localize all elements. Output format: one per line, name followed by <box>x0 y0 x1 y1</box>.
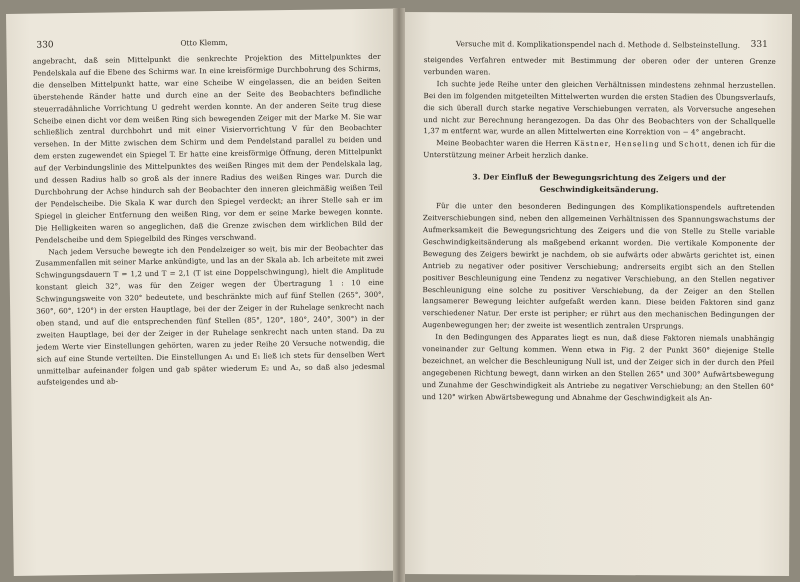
paragraph: In den Bedingungen des Apparates liegt es nun, daß diese Faktoren niemals unabhängig voneinander zur Geltung kommen. Wenn etwa in Fig. 2 der Punkt 360° diejenige Stelle bezeichnet, an welcher die Beschleunigung Null ist, und der Zeiger sich in der durch den Pfeil angegebenen Richtung bewegt, dann wirken an den Stellen 265° und 300° Aufwärtsbewegung und Zunahme der Geschwindigkeit als Antriebe zu negativer Verschiebung; an den Stellen 60° und 120° wirken Abwärtsbewegung und Abnahme der Geschwindigkeit als An- <box>421 332 775 403</box>
running-title: Versuche mit d. Komplikationspendel nach d. Methode d. Selbsteinstellung. <box>455 39 740 50</box>
right-page-body <box>422 54 776 404</box>
observer-name: Schott <box>678 139 708 149</box>
acknowledgement-paragraph <box>423 137 775 163</box>
paragraph: Nach jedem Versuche bewegte ich den Pendelzeiger so weit, bis mir der Beobachter das Zusammenfallen mit seiner Marke ankündigte, und las an der Skala ab. Ich arbeitete mit zwei Schwingungsdauern T = 1,2 und T = 2,1 (T ist eine Doppelschwingung), hielt die Amplitude konstant gleich 32°, was für den Zeiger wegen der Übertragung 1 : 10 eine Schwingungsweite von 320° bedeutete, und beschränkte mich auf fünf Stellen (265°, 300°, 360°, 60°, 120°) in der ersten Hauptlage, bei der der Zeiger in der Ruhelage senkrecht nach oben stand, und auf die entsprechenden fünf Stellen (85°, 120°, 180°, 240°, 300°) in der zweiten Hauptlage, bei der der Zeiger in der Ruhelage senkrecht nach unten stand. Da zu jedem Werte vier Einstellungen gehörten, waren zu jeder Reihe 20 Versuche notwendig, die sich auf eine Stunde verteilten. Die Einstellungen A₁ und E₁ ließ ich stets für denselben Wert unmittelbar aufeinander folgen und gab später wiederum E₂ und A₂, so daß also jedesmal aufsteigendes und ab- <box>35 242 386 388</box>
page-number: 330 <box>36 40 54 51</box>
paragraph: Ich suchte jede Reihe unter den gleichen Verhältnissen mindestens zehnmal herzustellen. Bei den im folgenden mitgeteilten Mittelwerten wurden die ersten Stadien des Übungsverlaufs, die sich überall durch starke negative Verschiebungen verraten, als Vorversuche angesehen und nicht zur Berechnung herangezogen. Da das Ohr des Beobachters von der Schallquelle 1,37 m entfernt war, wurde an allen Mittelwerten eine Korrektion von − 4° angebracht. <box>423 78 776 138</box>
section-heading-line: Geschwindigkeitsänderung. <box>539 184 659 194</box>
right-page-header <box>424 28 774 50</box>
paragraph: steigendes Verfahren entweder mit Bestimmung der oberen oder der unteren Grenze verbunden waren. <box>423 55 776 77</box>
page-number: 331 <box>750 39 768 50</box>
acknowledgement-text: , denen ich für die Unterstützung meiner Arbeit herzlich danke. <box>423 139 776 161</box>
left-page-header <box>30 25 380 51</box>
observer-names: Kästner, Henseling <box>574 139 660 149</box>
running-title: Otto Klemm, <box>180 37 228 48</box>
left-page-body <box>33 51 386 389</box>
right-page <box>397 12 792 576</box>
paragraph: angebracht, daß sein Mittelpunkt die senkrechte Projektion des Mittelpunktes der Pendelskala auf die Ebene des Schirms war. In eine kreisförmige Durchbohrung des Schirms, die denselben Mittelpunkt hatte, war eine Scheibe W eingelassen, die an beiden Seiten überstehende Ränder hatte und durch eine an der Seite des Beobachters befindliche steuerradähnliche Vorrichtung U gedreht werden konnte. An der anderen Seite trug diese Scheibe einen dicht vor dem weißen Ring sich bewegenden Zeiger mit der Marke M. Sie war schließlich zentral durchbohrt und mit einer Visiervorrichtung V für den Beobachter versehen. In der Mitte zwischen dem Schirm und dem Pendelstand parallel zu beiden und dem ersten zugewendet ein Spiegel T. Er hatte eine kreisförmige Öffnung, deren Mittelpunkt auf der Verbindungslinie des Mittelpunktes des weißen Ringes mit dem der Pendelskala lag, und dessen Radius halb so groß als der innere Radius des weißen Ringes war. Durch die Durchbohrung der Achse hindurch sah der Beobachter den inneren gleichmäßig weißen Teil der Pendelscheibe. Die Skala K war durch den Spiegel verdeckt; an ihrer Stelle sah er im Spiegel in gleicher Entfernung den weißen Ring, vor dem er seine Marke bewegen konnte. Die Helligkeiten waren so angeglichen, daß die Grenze zwischen dem wirklichen Bild der Pendelscheibe und dem Spiegelbild des Ringes verschwand. <box>32 51 384 245</box>
book-gutter <box>393 8 405 582</box>
left-page <box>6 9 406 576</box>
paragraph: Für die unter den besonderen Bedingungen des Komplikationspendels auftretenden Zeitverschiebungen sind, neben den allgemeinen Verhältnissen des Spannungswachstums der Aufmerksamkeit die Bewegungsrichtung des Zeigers und die von Stelle zu Stelle variable Geschwindigkeitsänderung als maßgebend erkannt worden. Die vertikale Komponente der Bewegung des Zeigers bewirkt je nachdem, ob sie aufwärts oder abwärts gerichtet ist, einen Antrieb zu negativer oder positiver Verschiebung; andrerseits ergibt sich an den Stellen positiver Beschleunigung eine Tendenz zu negativer Verschiebung, an den Stellen negativer Beschleunigung eine solche zu positiver Verschiebung, da der Zeiger an den Stellen langsamerer Bewegung leichter aufgefaßt werden kann. Diese beiden Faktoren sind ganz verschiedener Natur. Der erste ist peripher; er rührt aus den mechanischen Bedingungen der Augenbewegungen her; der zweite ist wesentlich zentralen Ursprungs. <box>422 201 776 331</box>
section-heading <box>423 171 775 196</box>
acknowledgement-text: und <box>659 139 679 149</box>
section-heading-line: 3. Der Einfluß der Bewegungsrichtung des Zeigers und der <box>472 172 726 183</box>
acknowledgement-text: Meine Beobachter waren die Herren <box>436 138 575 149</box>
